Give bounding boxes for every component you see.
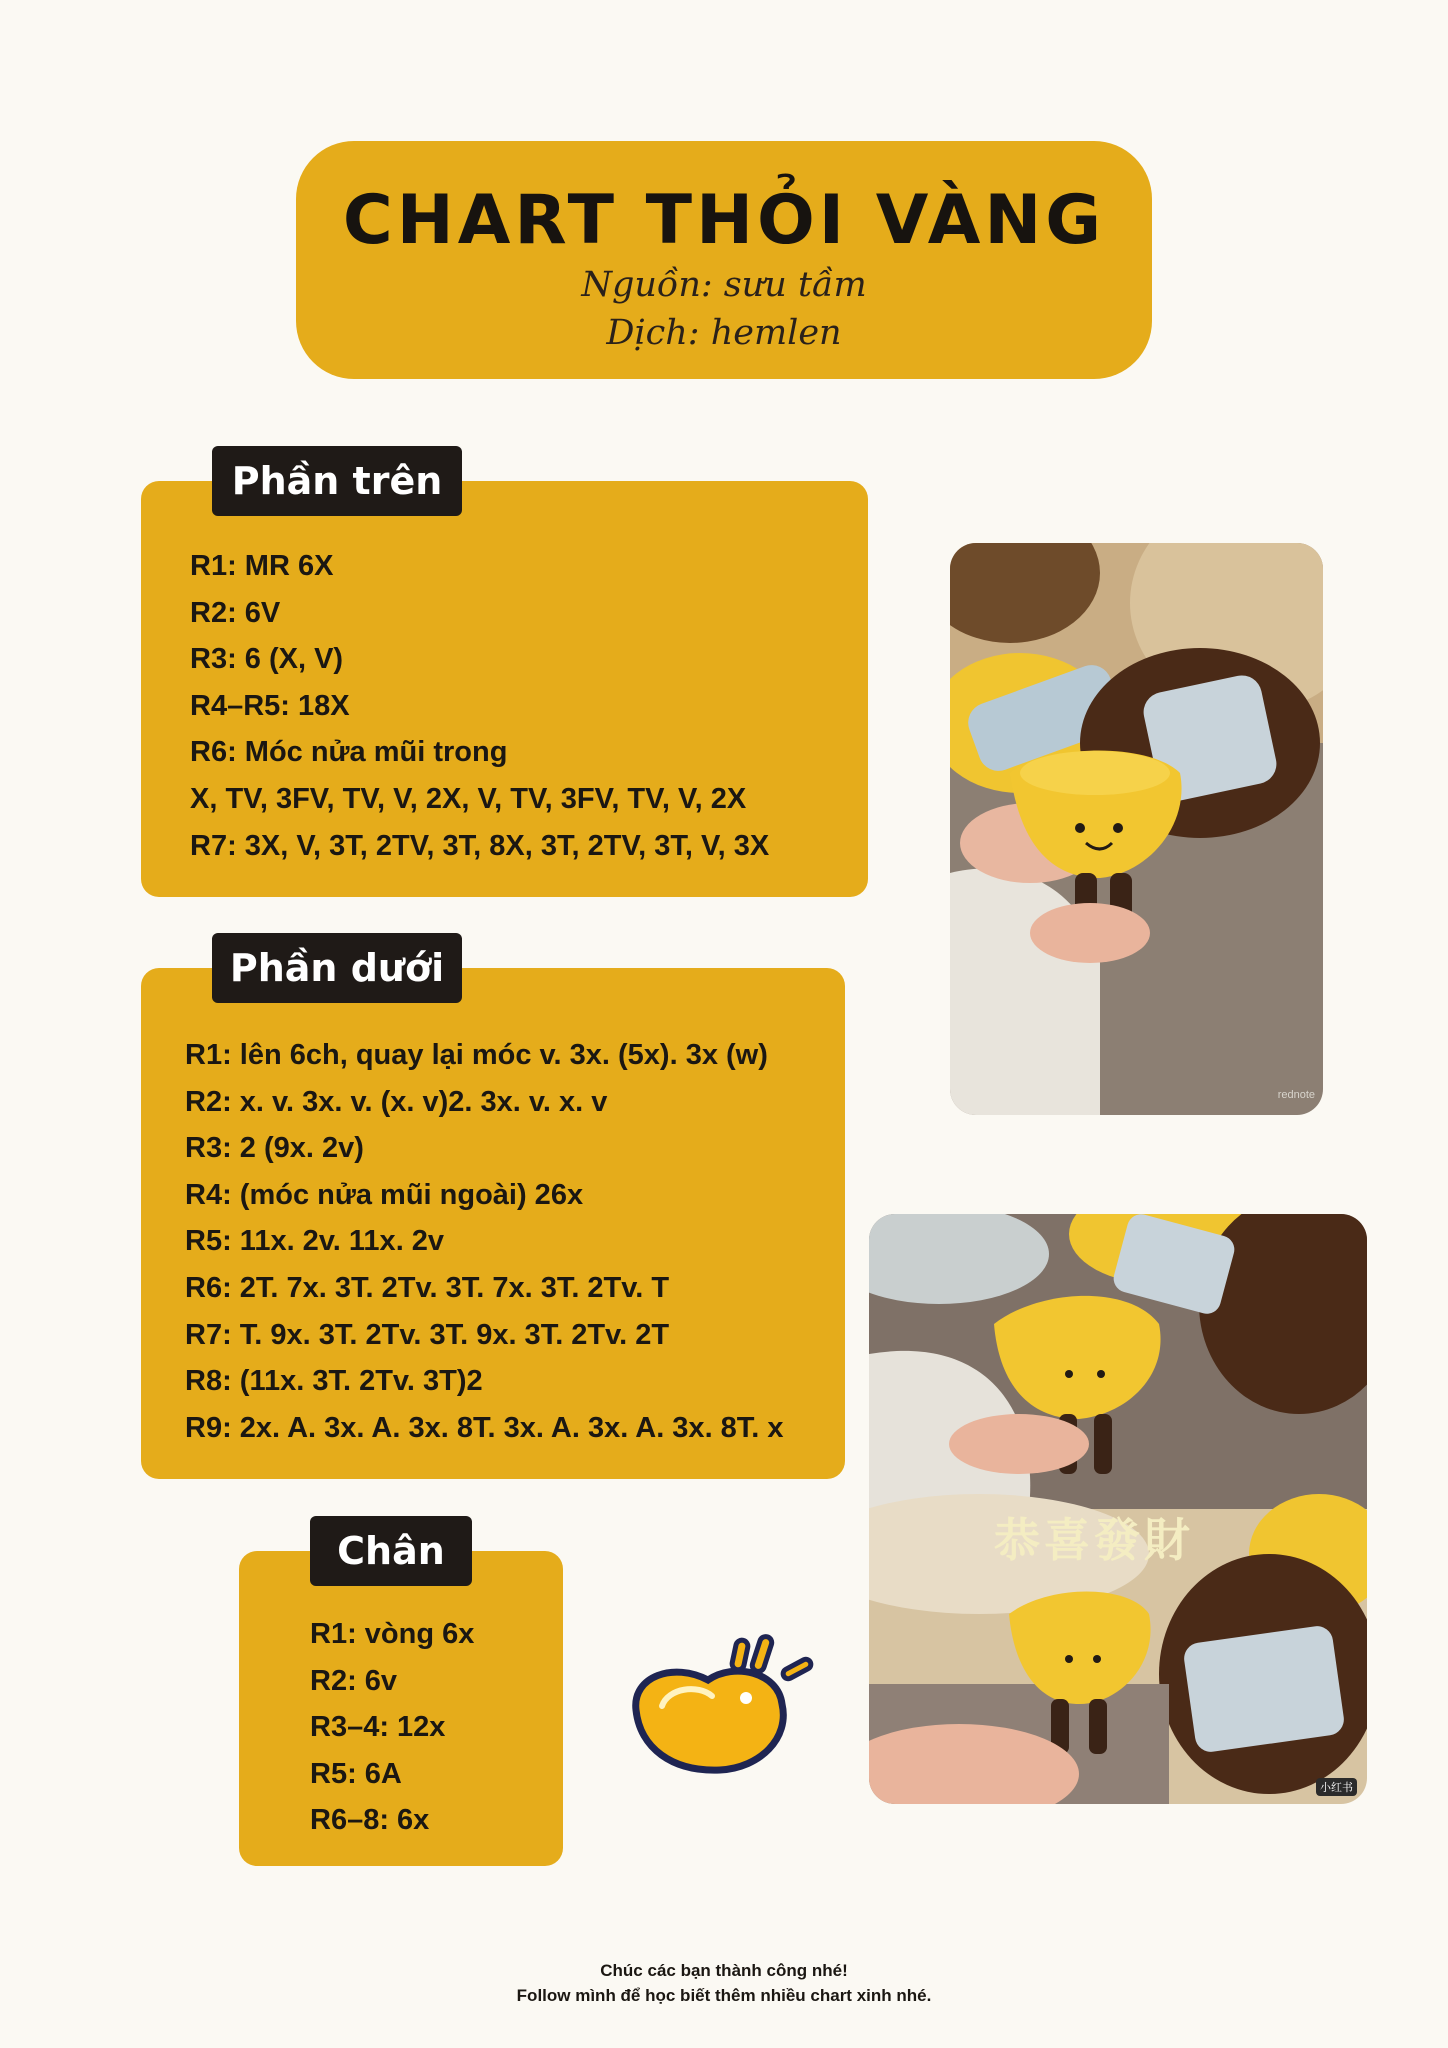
row-line: R7: 3X, V, 3T, 2TV, 3T, 8X, 3T, 2TV, 3T, V, 3X [190, 829, 770, 862]
lower-part-tab: Phần dưới [212, 933, 462, 1003]
photo-top [950, 543, 1323, 1115]
row-line: R6: Móc nửa mũi trong [190, 736, 508, 769]
lower-part-rows [185, 1032, 784, 1451]
footer [0, 1958, 1448, 2008]
row-line: R7: T. 9x. 3T. 2Tv. 3T. 9x. 3T. 2Tv. 2T [185, 1318, 670, 1351]
gold-ingot-sticker [622, 1632, 832, 1782]
row-line: R3: 2 (9x. 2v) [185, 1132, 364, 1165]
translator-credit: Dịch: hemlen [606, 313, 842, 353]
photo-caption: 恭喜發財 [994, 1513, 1194, 1567]
crochet-ingot-photo [950, 543, 1323, 1115]
row-line: R1: MR 6X [190, 550, 334, 582]
row-line: R1: lên 6ch, quay lại móc v. 3x. (5x). 3x (w) [185, 1039, 768, 1071]
legs-tab: Chân [310, 1516, 472, 1586]
footer-line-1: Chúc các bạn thành công nhé! [600, 1961, 848, 1980]
row-line: R3: 6 (X, V) [190, 643, 344, 676]
upper-part-rows [190, 543, 769, 869]
upper-part-tab: Phần trên [212, 446, 462, 516]
row-line: R9: 2x. A. 3x. A. 3x. 8T. 3x. A. 3x. A. 3x. 8T. x [185, 1411, 784, 1444]
row-line: R2: 6v [310, 1664, 398, 1697]
row-line: R3–4: 12x [310, 1711, 446, 1744]
row-line: X, TV, 3FV, TV, V, 2X, V, TV, 3FV, TV, V, 2X [190, 782, 747, 815]
ingot-icon [622, 1632, 832, 1782]
title-card [296, 141, 1152, 379]
row-line: R5: 6A [310, 1757, 402, 1790]
page-title: CHART THỎI VÀNG [342, 181, 1106, 260]
row-line: R2: 6V [190, 596, 281, 629]
row-line: R4–R5: 18X [190, 689, 350, 722]
photo-tag: 小红书 [1316, 1778, 1357, 1796]
row-line: R5: 11x. 2v. 11x. 2v [185, 1225, 445, 1258]
photo-watermark: rednote [1277, 1089, 1315, 1101]
photo-bottom [869, 1214, 1367, 1804]
footer-line-2: Follow mình để học biết thêm nhiều chart xinh nhé. [516, 1986, 932, 2005]
row-line: R2: x. v. 3x. v. (x. v)2. 3x. v. x. v [185, 1085, 608, 1118]
row-line: R8: (11x. 3T. 2Tv. 3T)2 [185, 1365, 483, 1398]
row-line: R6: 2T. 7x. 3T. 2Tv. 3T. 7x. 3T. 2Tv. T [185, 1271, 670, 1304]
row-line: R6–8: 6x [310, 1804, 430, 1837]
row-line: R1: vòng 6x [310, 1618, 475, 1650]
legs-rows [310, 1611, 474, 1844]
row-line: R4: (móc nửa mũi ngoài) 26x [185, 1178, 584, 1211]
source-credit: Nguồn: sưu tầm [581, 265, 867, 305]
